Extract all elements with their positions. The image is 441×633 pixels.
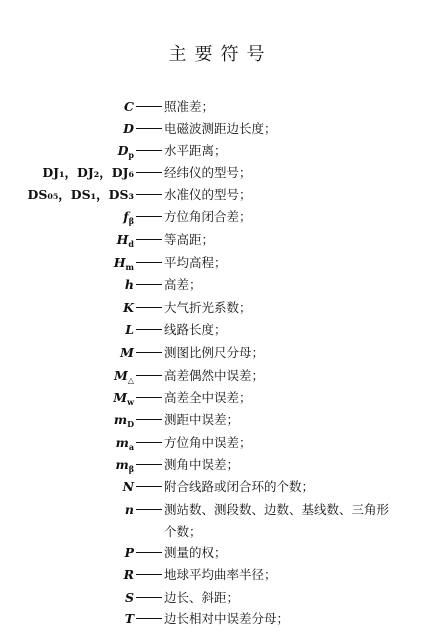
dash-separator <box>136 397 162 398</box>
symbol-letter: T <box>124 611 134 626</box>
symbol-letter: n <box>124 502 134 517</box>
dash-separator <box>136 464 162 465</box>
symbol-row <box>0 140 441 162</box>
symbol-row <box>0 229 441 251</box>
symbol-letter: N <box>122 479 134 494</box>
symbol-letter: L <box>125 322 134 337</box>
symbol-row <box>0 587 441 609</box>
dash-separator <box>136 106 162 107</box>
symbol-row <box>0 365 441 387</box>
symbol-letter: C <box>124 99 134 114</box>
symbol-row <box>0 252 441 274</box>
dash-separator <box>136 194 162 195</box>
dash-separator <box>136 284 162 285</box>
symbol-description: 高差； <box>164 277 202 292</box>
symbol-description: 方位角中误差； <box>164 435 252 450</box>
symbol-description: 高差全中误差； <box>164 390 252 405</box>
symbol-letter: DJ₁，DJ₂，DJ₆ <box>42 165 134 180</box>
symbol-row <box>0 564 441 586</box>
symbol <box>27 184 134 206</box>
dash-separator <box>136 239 162 240</box>
symbol-description: 边长、斜距； <box>164 590 240 605</box>
symbol-description: 高差偶然中误差； <box>164 368 265 383</box>
symbol-row <box>0 96 441 118</box>
dash-separator <box>136 552 162 553</box>
symbol-description-continued: 个数； <box>164 524 202 539</box>
dash-separator <box>136 216 162 217</box>
symbol-description: 测量的权； <box>164 545 227 560</box>
dash-separator <box>136 352 162 353</box>
symbol-letter: H <box>116 232 129 247</box>
symbol <box>125 274 134 296</box>
symbol-row <box>0 319 441 341</box>
symbol-row <box>0 432 441 454</box>
dash-separator <box>136 509 162 510</box>
symbol-subscript: △ <box>127 375 134 385</box>
symbol-letter: M <box>113 390 128 405</box>
symbol-description: 平均高程； <box>164 255 227 270</box>
symbol-row <box>0 542 441 564</box>
symbol-row <box>0 499 441 539</box>
dash-separator <box>136 128 162 129</box>
symbol-description: 照准差； <box>164 99 215 114</box>
symbol-row <box>0 608 441 630</box>
symbol-subscript: p <box>128 150 134 160</box>
dash-separator <box>136 574 162 575</box>
symbol-subscript: d <box>128 239 134 249</box>
symbol <box>124 564 134 586</box>
dash-separator <box>136 618 162 619</box>
symbol-row <box>0 274 441 296</box>
symbol-description: 等高距； <box>164 232 215 247</box>
symbol-letter: m <box>115 435 129 450</box>
symbol-subscript: m <box>125 262 134 272</box>
symbol-description: 方位角闭合差； <box>164 209 252 224</box>
dash-separator <box>136 597 162 598</box>
symbol-letter: R <box>123 567 134 582</box>
symbol-letter: DS₀₅，DS₁，DS₃ <box>27 187 134 202</box>
symbol-row <box>0 297 441 319</box>
symbol-letter: H <box>113 255 126 270</box>
symbol <box>125 319 134 341</box>
page-title: 主要符号 <box>168 44 273 65</box>
symbol-letter: h <box>124 277 134 292</box>
symbol-description: 附合线路或闭合环的个数； <box>164 479 315 494</box>
symbol <box>125 542 134 564</box>
dash-separator <box>136 375 162 376</box>
symbol <box>42 162 134 184</box>
symbol-description: 边长相对中误差分母； <box>164 611 290 626</box>
symbol-letter: m <box>115 457 129 472</box>
symbol-subscript: w <box>127 397 134 407</box>
symbol-row <box>0 342 441 364</box>
symbol-row <box>0 184 441 206</box>
symbol-letter: M <box>120 345 134 360</box>
dash-separator <box>136 172 162 173</box>
dash-separator <box>136 262 162 263</box>
symbol-description: 测距中误差； <box>164 412 240 427</box>
dash-separator <box>136 307 162 308</box>
symbol <box>124 96 134 118</box>
symbol-letter: f <box>123 209 129 224</box>
symbol-letter: K <box>123 300 134 315</box>
symbol-row <box>0 476 441 498</box>
symbol <box>123 476 134 498</box>
symbol-description: 测图比例尺分母； <box>164 345 265 360</box>
symbol-letter: D <box>117 143 129 158</box>
symbol-row <box>0 454 441 476</box>
symbol <box>125 499 134 521</box>
symbol-letter: D <box>123 121 134 136</box>
symbol-row <box>0 387 441 409</box>
symbol <box>123 118 134 140</box>
symbol-subscript: β <box>128 216 134 226</box>
symbol-row <box>0 206 441 228</box>
symbol-description: 经纬仪的型号； <box>164 165 252 180</box>
symbol-description: 电磁波测距边长度； <box>164 121 277 136</box>
symbol-subscript: D <box>127 419 134 429</box>
symbol-row <box>0 118 441 140</box>
symbol <box>120 342 134 364</box>
symbol-description: 测角中误差； <box>164 457 240 472</box>
symbol-description: 水平距离； <box>164 143 227 158</box>
symbol-letter: P <box>124 545 134 560</box>
symbol-description: 线路长度； <box>164 322 227 337</box>
symbol <box>123 297 134 319</box>
dash-separator <box>136 442 162 443</box>
symbol-row <box>0 162 441 184</box>
symbol-description: 水准仪的型号； <box>164 187 252 202</box>
symbol-letter: M <box>114 368 128 383</box>
symbol <box>125 608 134 630</box>
symbol-letter: m <box>113 412 128 427</box>
symbol-subscript: a <box>128 442 134 452</box>
dash-separator <box>136 150 162 151</box>
symbol <box>125 587 134 609</box>
symbol-subscript: β <box>128 464 134 474</box>
symbol-description: 大气折光系数； <box>164 300 252 315</box>
dash-separator <box>136 329 162 330</box>
symbol-letter: S <box>124 590 134 605</box>
symbol-row <box>0 409 441 431</box>
dash-separator <box>136 486 162 487</box>
symbol-description: 地球平均曲率半径； <box>164 567 277 582</box>
dash-separator <box>136 419 162 420</box>
symbol-description: 测站数、测段数、边数、基线数、三角形 <box>164 502 390 517</box>
